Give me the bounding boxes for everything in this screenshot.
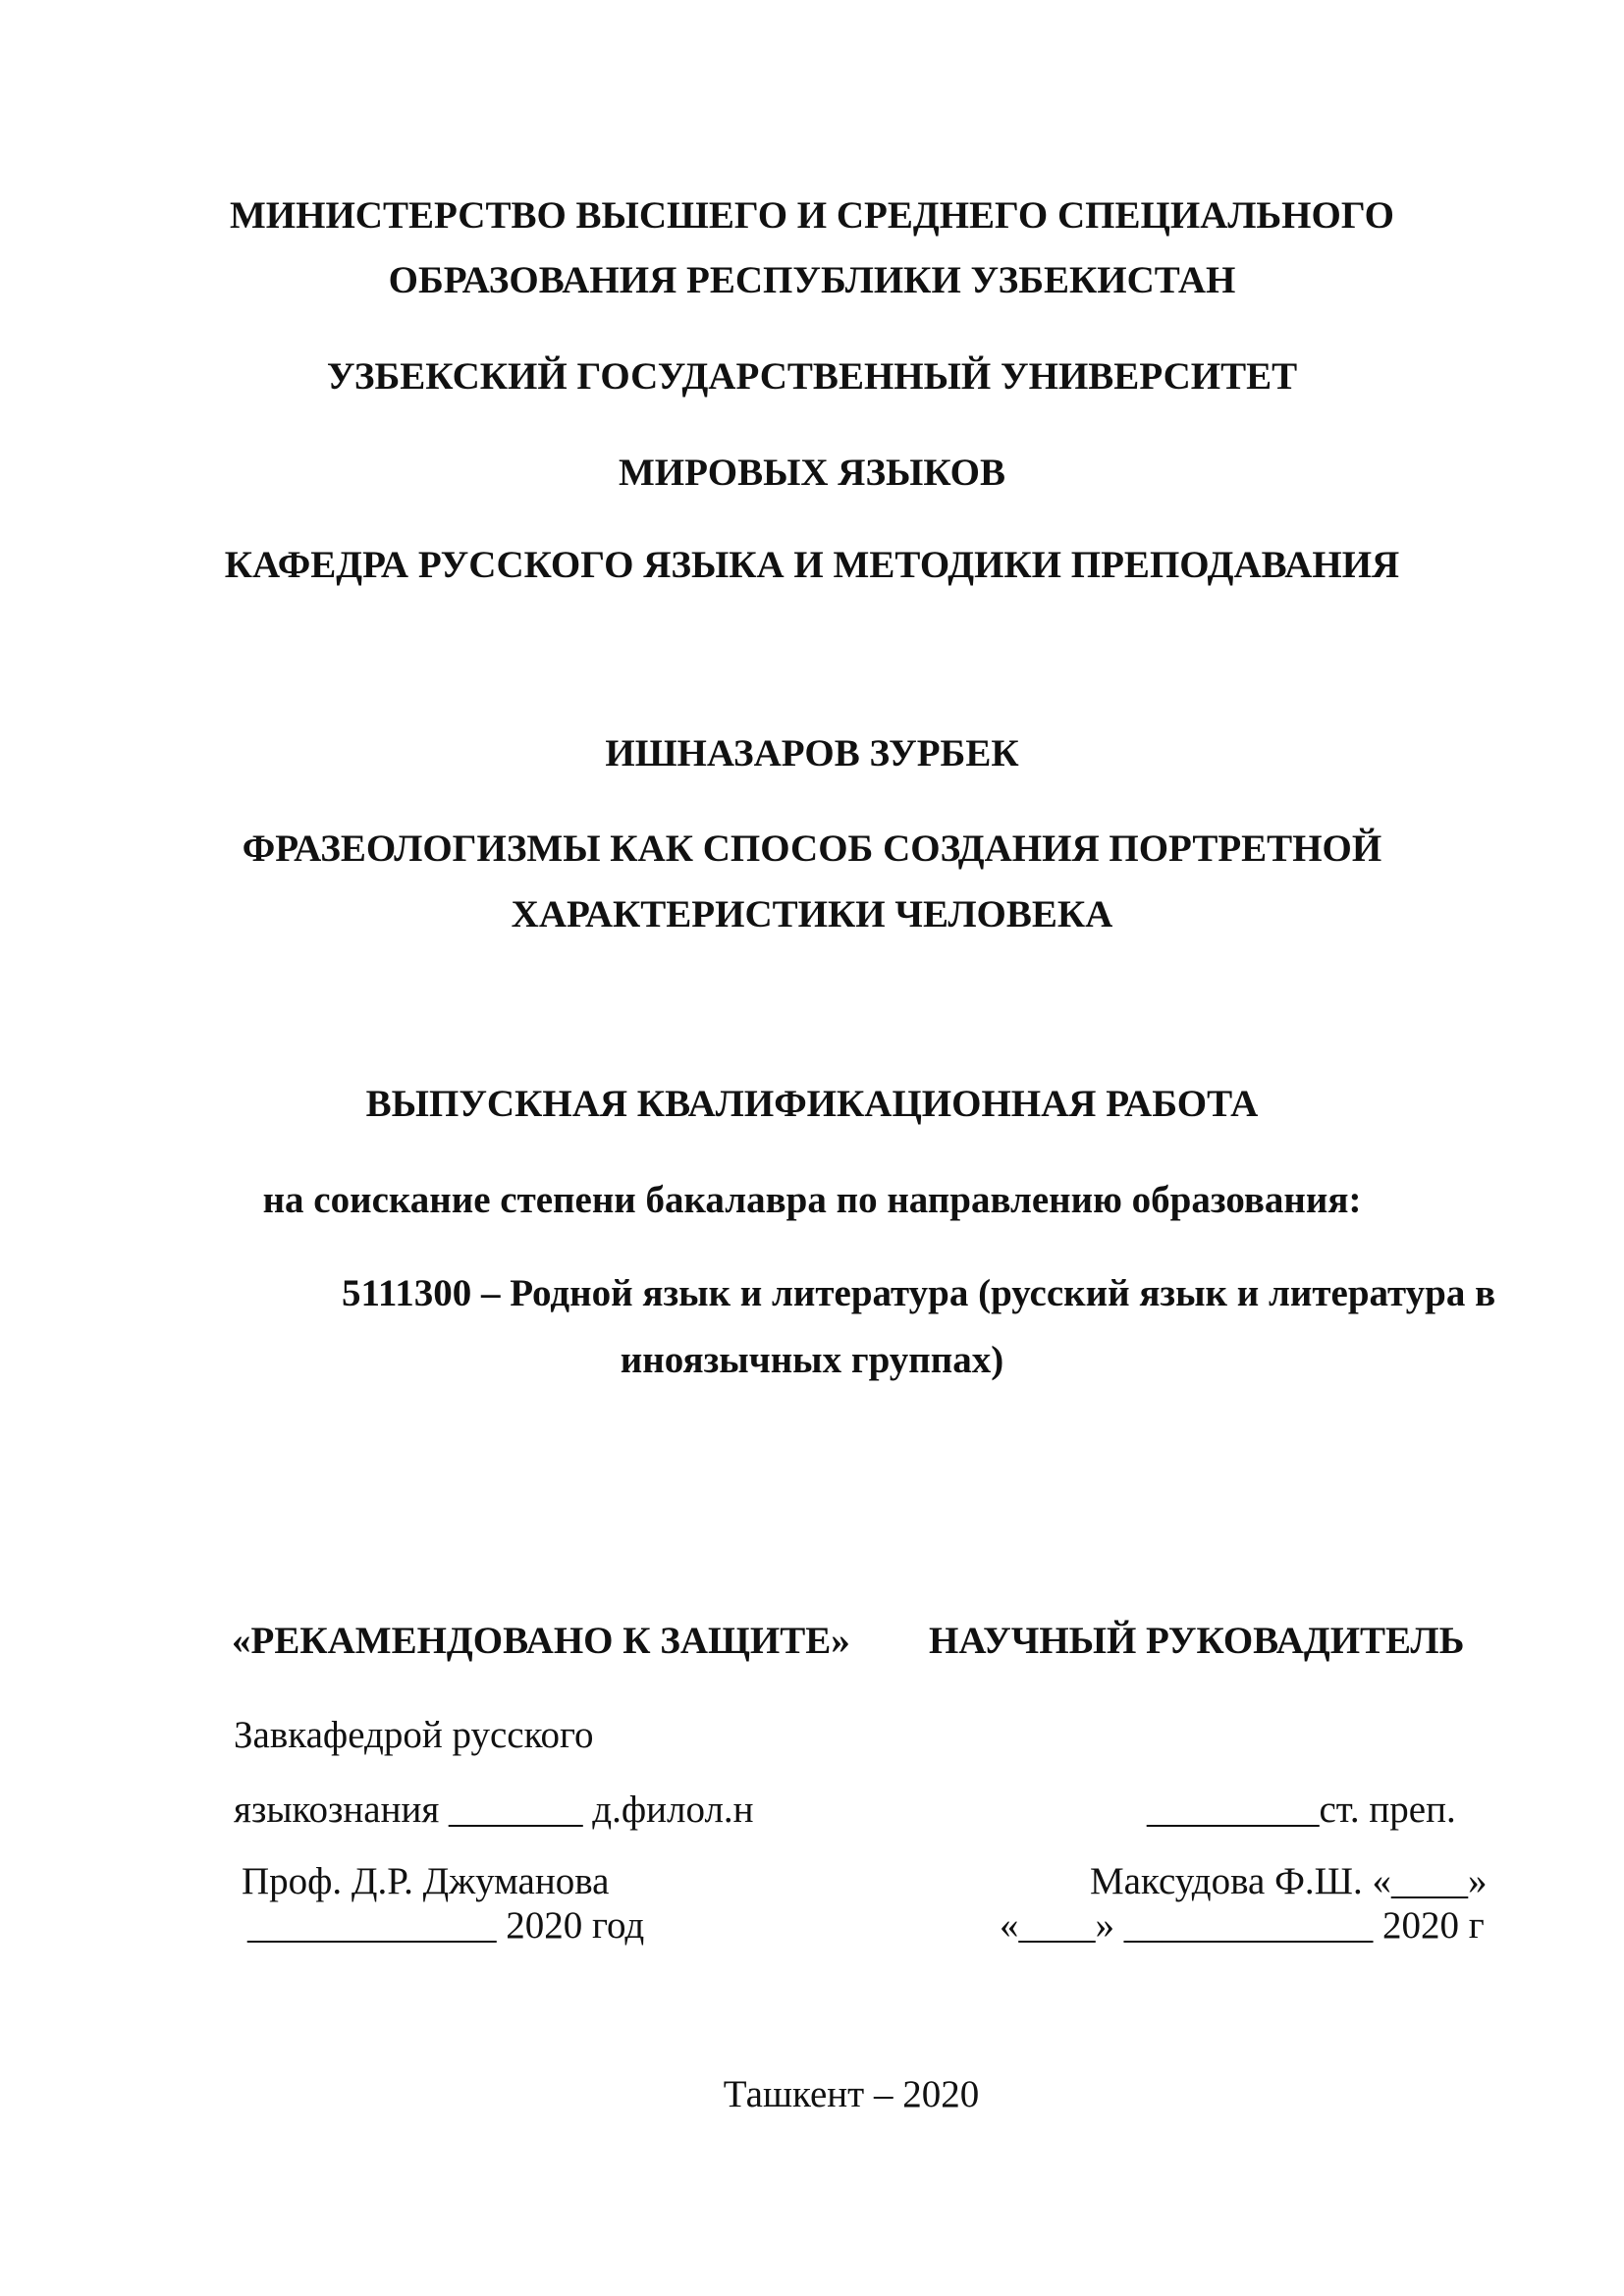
approval-left-heading: «РЕКАМЕНДОВАНО К ЗАЩИТЕ»: [232, 1620, 850, 1662]
degree-line: на соискание степени бакалавра по направлению образования:: [262, 1179, 1362, 1221]
university-line-1: УЗБЕКСКИЙ ГОСУДАРСТВЕННЫЙ УНИВЕРСИТЕТ: [326, 355, 1298, 398]
head-of-department-signature-date: _____________ 2020 год: [247, 1904, 645, 1947]
ministry-line-2: ОБРАЗОВАНИЯ РЕСПУБЛИКИ УЗБЕКИСТАН: [388, 259, 1236, 301]
supervisor-position: _________ст. преп.: [1147, 1789, 1456, 1831]
university-line-2: МИРОВЫХ ЯЗЫКОВ: [619, 452, 1005, 494]
department-name: КАФЕДРА РУССКОГО ЯЗЫКА И МЕТОДИКИ ПРЕПОДАВАНИЯ: [224, 544, 1400, 586]
thesis-title-line-2: ХАРАКТЕРИСТИКИ ЧЕЛОВЕКА: [511, 893, 1113, 935]
approval-right-heading: НАУЧНЫЙ РУКОВАДИТЕЛЬ: [929, 1620, 1465, 1662]
supervisor-name: Максудова Ф.Ш. «____»: [1090, 1860, 1488, 1902]
specialty-line-1: 5111300 – Родной язык и литература (русский язык и литература в: [342, 1272, 1496, 1314]
supervisor-signature-date: «____» _____________ 2020 г: [1000, 1904, 1485, 1947]
specialty-line-2: иноязычных группах): [620, 1339, 1004, 1381]
thesis-title-line-1: ФРАЗЕОЛОГИЗМЫ КАК СПОСОБ СОЗДАНИЯ ПОРТРЕТНОЙ: [242, 828, 1382, 870]
head-of-department-degree: языкознания _______ д.филол.н: [234, 1789, 754, 1831]
work-type: ВЫПУСКНАЯ КВАЛИФИКАЦИОННАЯ РАБОТА: [365, 1083, 1259, 1125]
ministry-line-1: МИНИСТЕРСТВО ВЫСШЕГО И СРЕДНЕГО СПЕЦИАЛЬНОГО: [229, 194, 1395, 237]
author-name: ИШНАЗАРОВ ЗУРБЕК: [605, 732, 1019, 774]
head-of-department-title: Завкафедрой русского: [234, 1714, 594, 1756]
city-year: Ташкент – 2020: [723, 2073, 980, 2115]
head-of-department-name: Проф. Д.Р. Джуманова: [242, 1860, 610, 1902]
